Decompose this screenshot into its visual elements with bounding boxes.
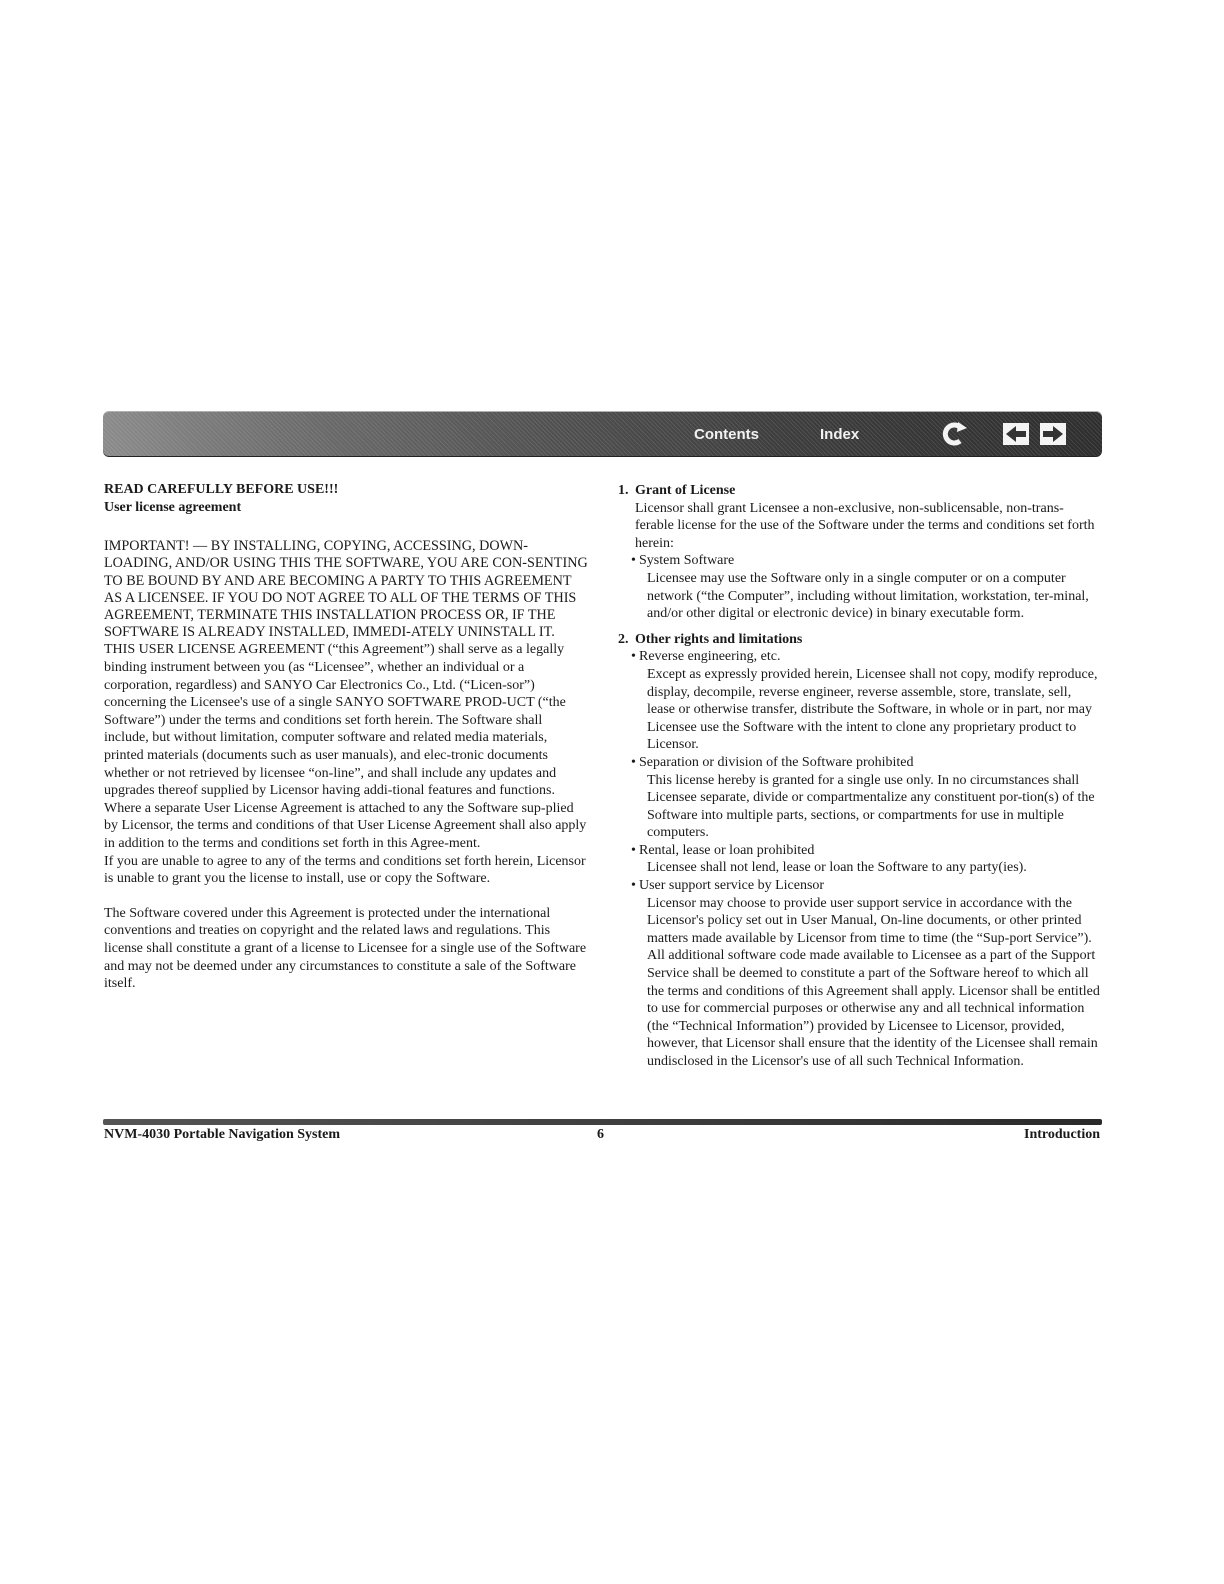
- unable-to-agree-paragraph: If you are unable to agree to any of the terms and conditions set forth herein, Licensor is unable to grant you the license to install, use or copy the Software.: [104, 853, 586, 887]
- section-intro: Licensor shall grant Licensee a non-exclusive, non-sublicensable, non-trans-ferable license for the use of the Software under the terms and conditions set forth herein:: [635, 500, 1095, 551]
- list-item-title: • User support service by Licensor: [618, 877, 1102, 895]
- user-license-heading: User license agreement: [104, 499, 242, 515]
- agreement-paragraph: THIS USER LICENSE AGREEMENT (“this Agreement”) shall serve as a legally binding instrument between you (as “Licensee”, whether an individual or a corporation, regardless) and SANYO Car Electronics Co., Ltd. (“Licen-sor”) concerning the Licensee's use of a single SANYO SOFTWARE PROD-UCT (“the Software”) under the terms and conditions set forth herein. The Software shall include, but without limitation, computer software and related media materials, printed materials (documents such as user manuals), and elec-tronic documents whether or not retrieved by licensee “on-line”, and shall include any updates and upgrades thereof supplied by Licensor having addi-tional features and functions.: [104, 642, 566, 799]
- index-link[interactable]: Index: [820, 426, 860, 443]
- previous-page-icon[interactable]: [1001, 419, 1031, 449]
- footer-product-name: NVM-4030 Portable Navigation System: [104, 1127, 341, 1142]
- section-number: 1.: [618, 483, 629, 498]
- section-title: [618, 482, 1102, 500]
- list-item-title: • Separation or division of the Software prohibited: [618, 754, 1102, 772]
- section-heading: Other rights and limitations: [635, 631, 803, 647]
- copyright-paragraph: The Software covered under this Agreement is protected under the international conventions and treaties on copyright and the related laws and regulations. This license shall constitute a grant of a license to Licensee for a single use of the Software and may not be deemed under any circumstances to constitute a sale of the Software itself.: [104, 905, 587, 992]
- section-number: 2.: [618, 631, 629, 647]
- read-carefully-heading: READ CAREFULLY BEFORE USE!!!: [104, 482, 339, 497]
- section-title: [618, 631, 1102, 649]
- left-column: [104, 481, 588, 993]
- navigation-bar: [103, 411, 1102, 457]
- right-column: [618, 482, 1102, 1071]
- section-heading: Grant of License: [635, 483, 736, 498]
- list-item-body: Licensee shall not lend, lease or loan the Software to any party(ies).: [647, 860, 1027, 876]
- footer-divider: [103, 1119, 1102, 1125]
- list-item-title: • Reverse engineering, etc.: [618, 648, 1102, 666]
- back-icon[interactable]: [939, 419, 969, 449]
- contents-link[interactable]: Contents: [694, 426, 759, 443]
- separate-agreement-paragraph: Where a separate User License Agreement is attached to any the Software sup-plied by Licensor, the terms and conditions of that User License Agreement shall also apply in addition to the terms and conditions set forth in this Agree-ment.: [104, 800, 587, 851]
- list-item-body: Licensor may choose to provide user support service in accordance with the Licensor's policy set out in User Manual, On-line documents, or other printed matters made available by Licensor from time to time (the “Sup-port Service”). All additional software code made available to Licensee as a part of the Support Service shall be deemed to constitute a part of the Software hereof to which all the terms and conditions of this Agreement shall apply. Licensor shall be entitled to use for commercial purposes or otherwise any and all technical information (the “Technical Information”) provided by Licensee to Licensor, provided, however, that Licensor shall ensure that the identity of the Licensee shall remain undisclosed in the Licensor's use of all such Technical Information.: [647, 895, 1100, 1069]
- list-item-body: Except as expressly provided herein, Licensee shall not copy, modify reproduce, display, decompile, reverse engineer, reverse assemble, store, translate, sell, lease or otherwise transfer, distribute the Software, in whole or in part, nor may Licensee use the Software with the intent to clone any proprietary product to Licensor.: [647, 666, 1098, 753]
- important-paragraph: IMPORTANT! — BY INSTALLING, COPYING, ACCESSING, DOWN-LOADING, AND/OR USING THIS THE SOFTWARE, YOU ARE CON-SENTING TO BE BOUND BY AND ARE BECOMING A PARTY TO THIS AGREEMENT AS A LICENSEE. IF YOU DO NOT AGREE TO ALL OF THE TERMS OF THIS AGREEMENT, TERMINATE THIS INSTALLATION PROCESS OR, IF THE SOFTWARE IS ALREADY INSTALLED, IMMEDI-ATELY UNINSTALL IT.: [104, 538, 588, 641]
- next-page-icon[interactable]: [1038, 419, 1068, 449]
- page-number: 6: [597, 1127, 604, 1142]
- list-item-title: • System Software: [618, 552, 1102, 570]
- footer-section-name: Introduction: [1024, 1127, 1100, 1142]
- list-item-body: This license hereby is granted for a single use only. In no circumstances shall Licensee separate, divide or compartmentalize any constituent por-tion(s) of the Software into multiple parts, sections, or compartments for use in multiple computers.: [647, 772, 1095, 841]
- list-item-title: • Rental, lease or loan prohibited: [618, 842, 1102, 860]
- list-item-body: Licensee may use the Software only in a single computer or on a computer network (“the Computer”, including without limitation, workstation, ter-minal, and/or other digital or electronic device) in binary executable form.: [647, 570, 1089, 622]
